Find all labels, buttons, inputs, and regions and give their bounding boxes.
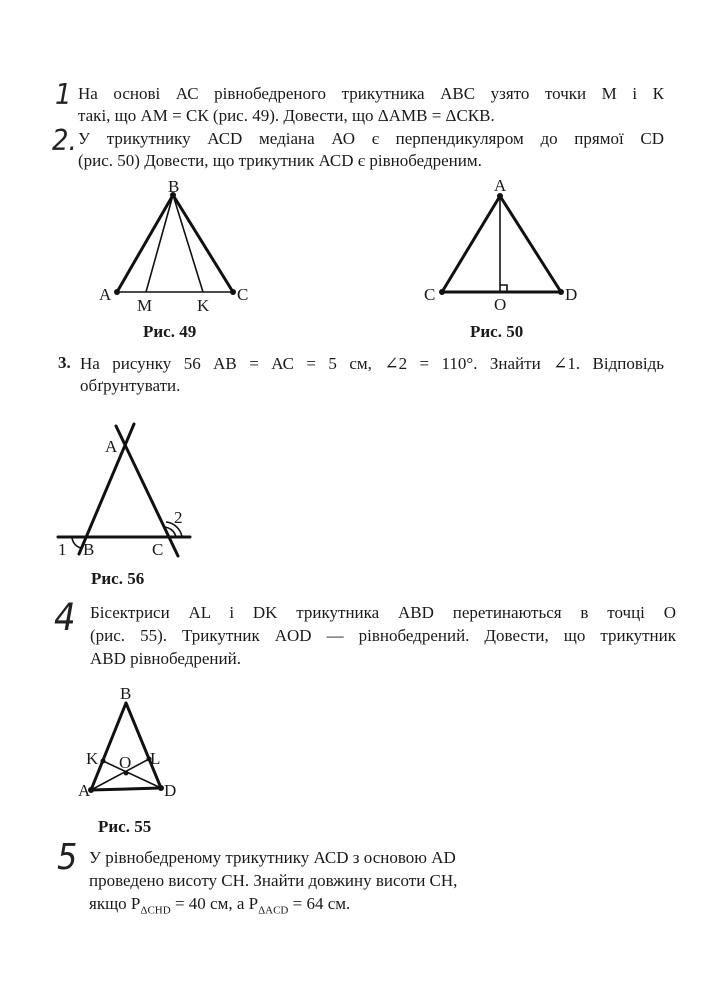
fig56-caption: Рис. 56 [91, 569, 145, 588]
problem4-line1: Бісектриси AL і DK трикутника ABD перетинаються в точці O [90, 603, 676, 622]
fig50-label-o: O [494, 295, 507, 314]
fig50-label-d: D [565, 285, 578, 304]
problem4-line3: ABD рівнобедрений. [90, 649, 241, 668]
problem2-marker: 2. [52, 124, 77, 158]
fig55-label-o: O [119, 753, 132, 772]
fig56-label-2: 2 [174, 508, 183, 527]
fig55-label-a: A [78, 781, 91, 800]
problem5-sub-chd: ΔCHD [140, 904, 171, 917]
fig50-caption: Рис. 50 [470, 322, 524, 341]
problem5-marker: 5 [57, 836, 78, 878]
problem5-line3-prefix: якщо P [89, 894, 141, 913]
fig49-label-b: B [168, 177, 180, 196]
problem1-marker: 1 [55, 78, 72, 112]
fig56-label-a: A [105, 437, 118, 456]
fig49-label-a: A [99, 285, 112, 304]
fig55-side-bd [126, 703, 161, 788]
problem3-line2: обґрунтувати. [80, 376, 181, 395]
problem4-line2: (рис. 55). Трикутник AOD — рівнобедрений. Довести, що трикутник [90, 626, 676, 645]
problem5-line3 [89, 893, 350, 921]
fig55-label-k: K [86, 749, 99, 768]
problem3-marker: 3. [58, 353, 71, 372]
problem1-line2: такі, що АМ = СК (рис. 49). Довести, що ΔАМВ = ΔСКВ. [78, 106, 495, 125]
fig50-label-a: A [494, 176, 507, 195]
fig55-caption: Рис. 55 [98, 817, 152, 836]
fig49-label-k: K [197, 296, 210, 315]
problem4-marker: 4 [54, 596, 76, 640]
fig55-point-k [101, 759, 106, 764]
problem1-line1: На основі АС рівнобедреного трикутника АВС узято точки М і К [78, 84, 664, 103]
fig55-base-ad [91, 788, 161, 790]
problem5-line3-mid: = 40 см, а P [170, 894, 259, 913]
problem5-line3-suffix: = 64 см. [288, 894, 351, 913]
fig49-label-c: C [237, 285, 249, 304]
fig55-label-b: B [120, 684, 132, 703]
fig55-label-d: D [164, 781, 177, 800]
problem2-line2: (рис. 50) Довести, що трикутник АСD є рівнобедреним. [78, 151, 482, 170]
fig49-label-m: M [137, 296, 153, 315]
fig55-label-l: L [150, 749, 161, 768]
problem3-line1: На рисунку 56 АВ = АС = 5 см, ∠2 = 110°. Знайти ∠1. Відповідь [80, 354, 664, 373]
fig50-label-c: C [424, 285, 436, 304]
problem5-line1: У рівнобедреному трикутнику АСD з основою АD [89, 848, 456, 867]
problem5-line2: проведено висоту СН. Знайти довжину висоти СН, [89, 871, 458, 890]
fig56-label-c: C [152, 540, 164, 559]
problem2-line1: У трикутнику АСD медіана АО є перпендикуляром до прямої CD [78, 129, 664, 148]
fig56-label-1: 1 [58, 540, 67, 559]
fig55-side-ba [91, 703, 126, 790]
problem5-sub-acd: ΔACD [258, 904, 289, 917]
fig49-caption: Рис. 49 [143, 322, 197, 341]
fig56-label-b: B [83, 540, 95, 559]
